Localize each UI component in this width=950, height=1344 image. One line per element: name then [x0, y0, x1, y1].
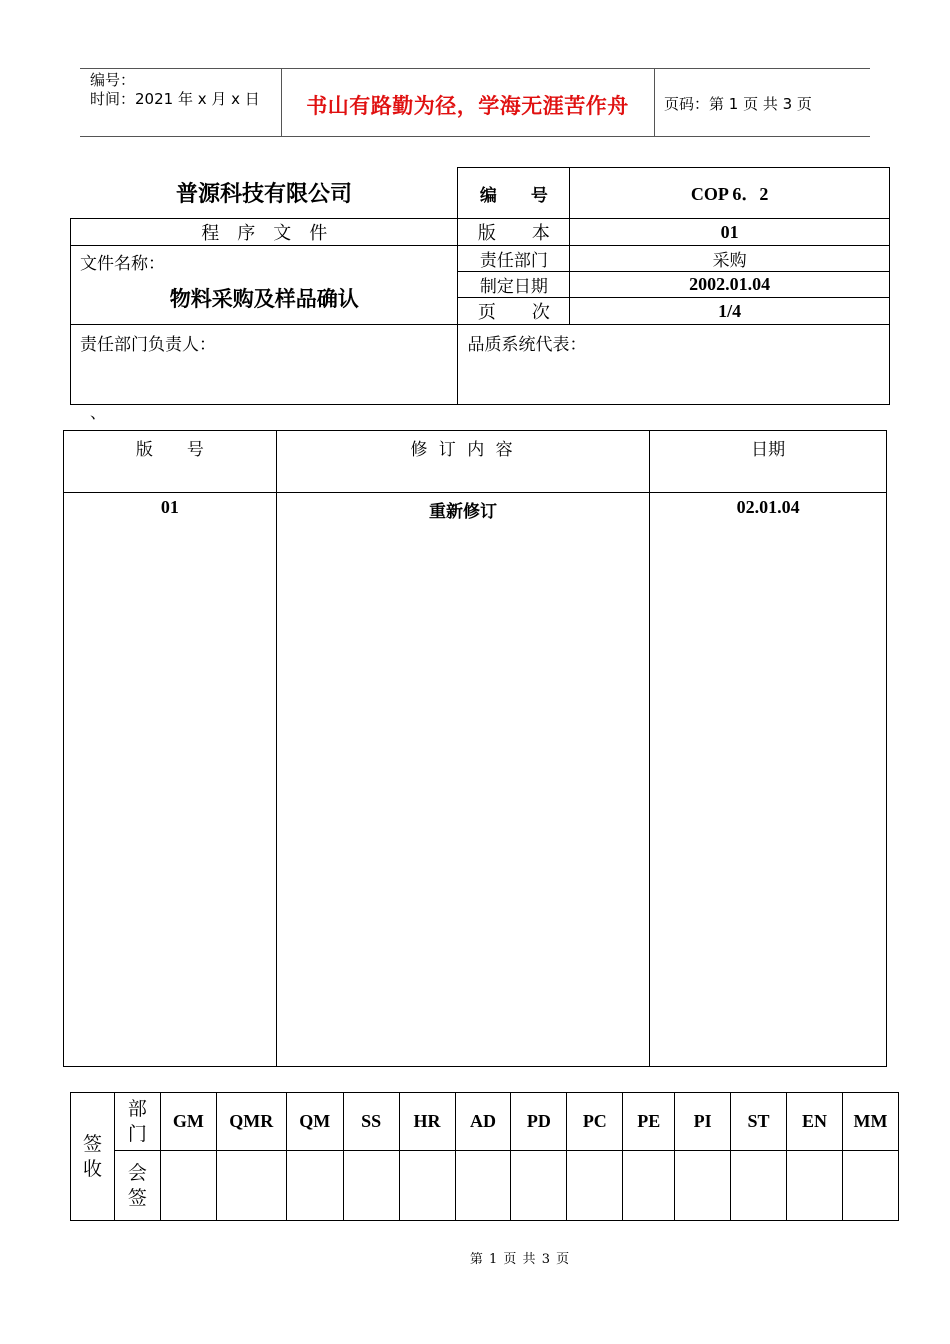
revision-block [63, 430, 887, 1067]
table-row [64, 493, 887, 1067]
rev-date-cell: 02.01.04 [650, 493, 887, 1067]
rev-version-cell: 01 [64, 493, 277, 1067]
signoff-table [70, 1092, 899, 1221]
code-value: COP 6．2 [570, 168, 890, 219]
document-info-block [70, 167, 890, 405]
header-divider-right [654, 68, 655, 136]
date-value: 2002.01.04 [570, 272, 890, 298]
header-bottom-rule [80, 136, 870, 137]
dept-label: 责任部门 [458, 246, 570, 272]
quality-rep-cell [458, 325, 890, 405]
sign-slot-st[interactable] [731, 1151, 787, 1221]
sign-slot-pi[interactable] [675, 1151, 731, 1221]
header-motto: 书山有路勤为径，学海无涯苦作舟 [306, 94, 629, 118]
sign-slot-gm[interactable] [160, 1151, 216, 1221]
dept-ss: SS [343, 1093, 399, 1151]
file-name-cell [71, 246, 458, 325]
sign-dept-label: 部门 [127, 1097, 147, 1145]
file-name-label: 文件名称： [80, 254, 165, 274]
document-info-table [70, 167, 890, 405]
doc-type: 程 序 文 件 [71, 219, 458, 246]
dept-pc: PC [567, 1093, 623, 1151]
dept-pd: PD [511, 1093, 567, 1151]
dept-mm: MM [842, 1093, 898, 1151]
sign-slot-ad[interactable] [455, 1151, 511, 1221]
sign-slot-ss[interactable] [343, 1151, 399, 1221]
date-label: 制定日期 [458, 272, 570, 298]
dept-pe: PE [623, 1093, 675, 1151]
sign-slot-pe[interactable] [623, 1151, 675, 1221]
header-number-label: 编号： [90, 71, 136, 89]
page-footer: 第 1 页 共 3 页 [469, 1252, 571, 1267]
header-time-label: 时间：2021 年 x 月 x 日 [90, 90, 260, 108]
file-name: 物料采购及样品确认 [169, 287, 359, 311]
dept-ad: AD [455, 1093, 511, 1151]
sign-slot-pc[interactable] [567, 1151, 623, 1221]
dept-st: ST [731, 1093, 787, 1151]
sign-slot-mm[interactable] [842, 1151, 898, 1221]
dept-value: 采购 [570, 246, 890, 272]
header-page-info: 页码：第 1 页 共 3 页 [664, 95, 812, 113]
resp-head-cell [71, 325, 458, 405]
sign-slot-en[interactable] [787, 1151, 843, 1221]
sign-slot-qm[interactable] [286, 1151, 343, 1221]
stray-mark: 、 [90, 403, 107, 422]
page-label: 页 次 [458, 298, 570, 325]
sign-slot-pd[interactable] [511, 1151, 567, 1221]
sign-side-label: 签收 [82, 1132, 102, 1180]
rev-header-content: 修 订 内 容 [276, 431, 649, 493]
page-value: 1/4 [570, 298, 890, 325]
rev-header-version: 版 号 [64, 431, 277, 493]
sign-slot-hr[interactable] [399, 1151, 455, 1221]
dept-pi: PI [675, 1093, 731, 1151]
resp-head-label: 责任部门负责人： [80, 335, 216, 355]
version-label: 版 本 [458, 219, 570, 246]
sign-dept-label-cell [114, 1093, 160, 1151]
sign-countersign-label-cell [114, 1151, 160, 1221]
header-top-rule [80, 68, 870, 69]
dept-qmr: QMR [216, 1093, 286, 1151]
sign-countersign-label: 会签 [127, 1161, 147, 1209]
company-name: 普源科技有限公司 [71, 168, 458, 219]
sign-side-label-cell [71, 1093, 115, 1221]
dept-hr: HR [399, 1093, 455, 1151]
rev-header-date: 日期 [650, 431, 887, 493]
signoff-block [70, 1092, 899, 1221]
revision-table [63, 430, 887, 1067]
code-label: 编 号 [458, 168, 570, 219]
dept-en: EN [787, 1093, 843, 1151]
quality-rep-label: 品质系统代表： [467, 335, 587, 355]
dept-qm: QM [286, 1093, 343, 1151]
version-value: 01 [570, 219, 890, 246]
sign-slot-qmr[interactable] [216, 1151, 286, 1221]
rev-content-cell: 重新修订 [276, 493, 649, 1067]
dept-gm: GM [160, 1093, 216, 1151]
